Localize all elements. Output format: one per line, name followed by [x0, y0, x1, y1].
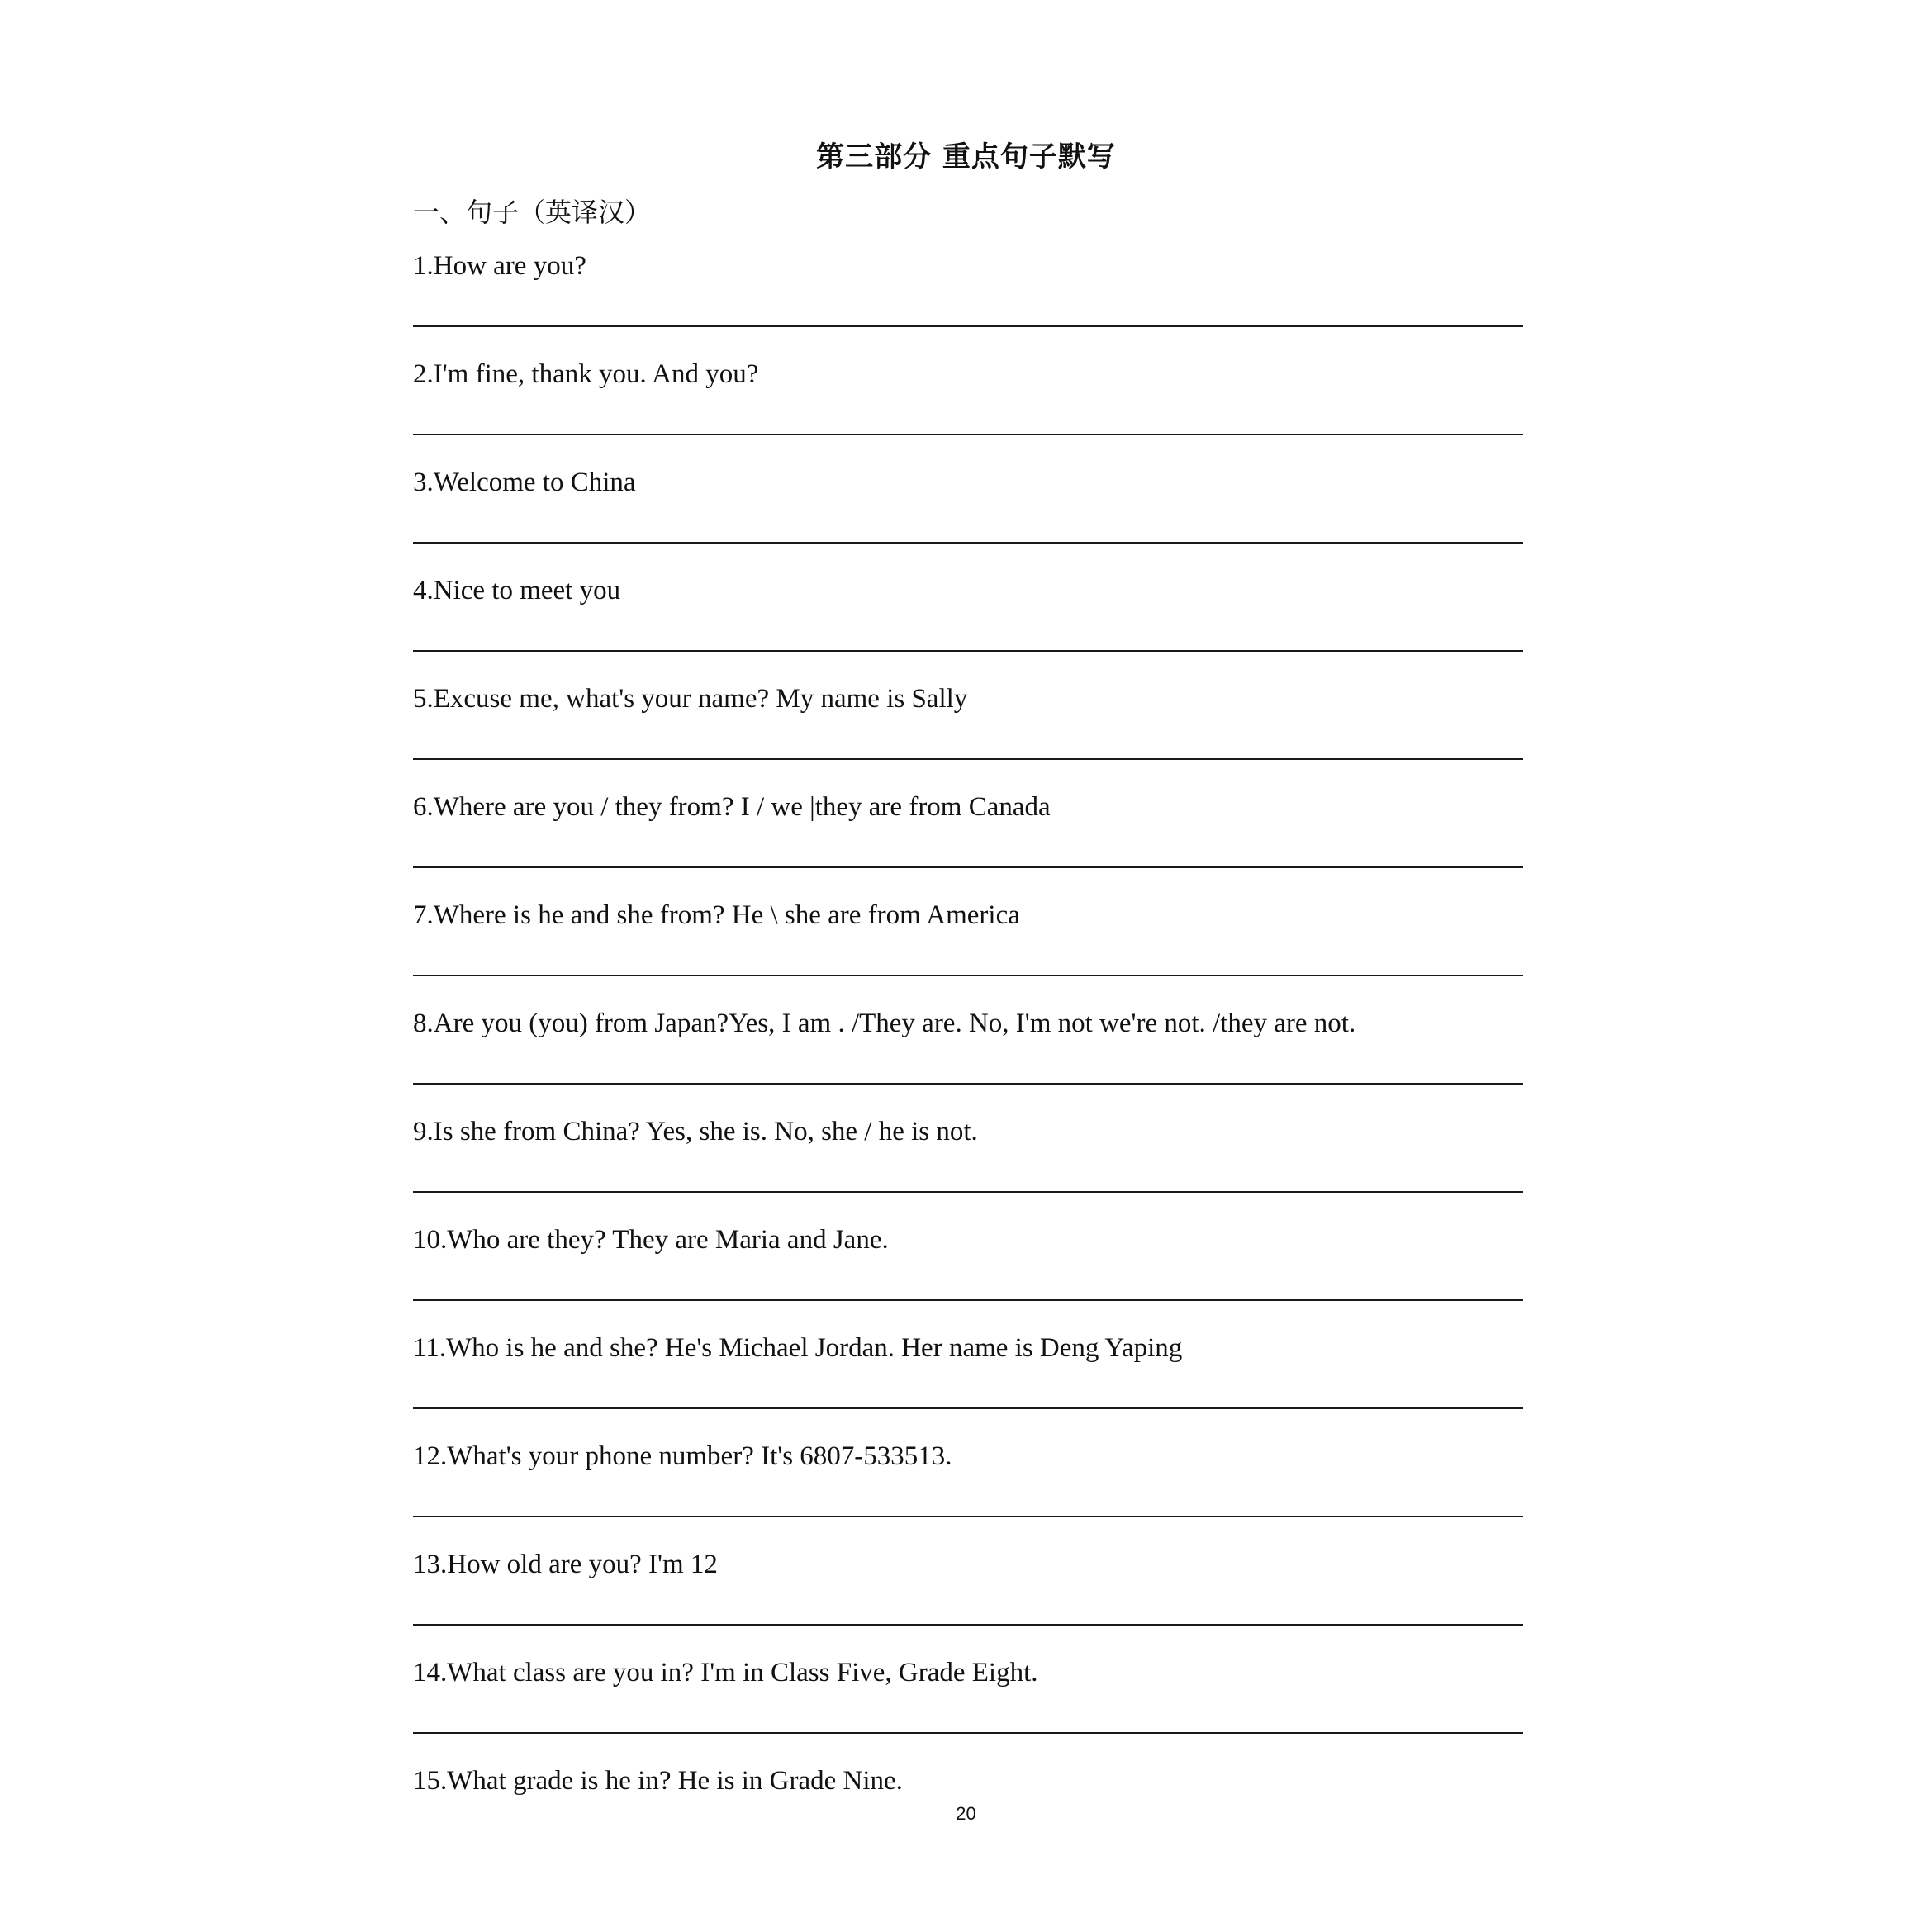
sentence-item	[413, 787, 1520, 895]
sentence-text: 10.Who are they? They are Maria and Jane.	[413, 1225, 889, 1255]
sentence-item	[413, 1653, 1520, 1761]
sentence-text: 11.Who is he and she? He's Michael Jordan. Her name is Deng Yaping	[413, 1333, 1183, 1363]
sentence-item	[413, 1112, 1520, 1220]
sentence-item	[413, 246, 1520, 354]
sentence-item	[413, 679, 1520, 787]
sentence-item	[413, 1328, 1520, 1436]
section-heading: 一、句子（英译汉）	[413, 197, 652, 228]
answer-line[interactable]	[413, 325, 1523, 327]
sentence-item	[413, 1436, 1520, 1545]
sentence-text: 14.What class are you in? I'm in Class Five, Grade Eight.	[413, 1658, 1038, 1688]
sentence-text: 8.Are you (you) from Japan?Yes, I am . /They are. No, I'm not we're not. /they are not.	[413, 1009, 1356, 1038]
sentence-text: 7.Where is he and she from? He \ she are from America	[413, 900, 1020, 930]
page-number: 20	[956, 1803, 976, 1824]
sentence-text: 12.What's your phone number? It's 6807-533513.	[413, 1441, 952, 1471]
sentence-item	[413, 1545, 1520, 1653]
answer-line[interactable]	[413, 975, 1523, 976]
sentence-text: 13.How old are you? I'm 12	[413, 1550, 718, 1579]
answer-line[interactable]	[413, 1516, 1523, 1517]
sentence-item	[413, 571, 1520, 679]
answer-line[interactable]	[413, 1191, 1523, 1193]
answer-line[interactable]	[413, 1299, 1523, 1301]
answer-line[interactable]	[413, 1083, 1523, 1085]
sentence-item	[413, 463, 1520, 571]
sentence-text: 6.Where are you / they from? I / we |they are from Canada	[413, 792, 1051, 822]
sentence-text: 5.Excuse me, what's your name? My name is Sally	[413, 684, 968, 714]
answer-line[interactable]	[413, 542, 1523, 544]
answer-line[interactable]	[413, 1732, 1523, 1734]
answer-line[interactable]	[413, 758, 1523, 760]
answer-line[interactable]	[413, 1624, 1523, 1626]
sentence-item	[413, 895, 1520, 1004]
answer-line[interactable]	[413, 434, 1523, 435]
answer-line[interactable]	[413, 866, 1523, 868]
sentence-text: 9.Is she from China? Yes, she is. No, she / he is not.	[413, 1117, 978, 1146]
sentence-item	[413, 1004, 1520, 1112]
answer-line[interactable]	[413, 1407, 1523, 1409]
page-title: 第三部分 重点句子默写	[816, 140, 1116, 173]
sentence-text: 3.Welcome to China	[413, 468, 636, 497]
sentence-item	[413, 354, 1520, 463]
sentence-text: 4.Nice to meet you	[413, 576, 621, 605]
answer-line[interactable]	[413, 650, 1523, 652]
sentence-text: 1.How are you?	[413, 251, 586, 281]
sentence-text: 2.I'm fine, thank you. And you?	[413, 359, 759, 389]
sentence-item	[413, 1220, 1520, 1328]
sentence-text: 15.What grade is he in? He is in Grade Nine.	[413, 1766, 903, 1796]
